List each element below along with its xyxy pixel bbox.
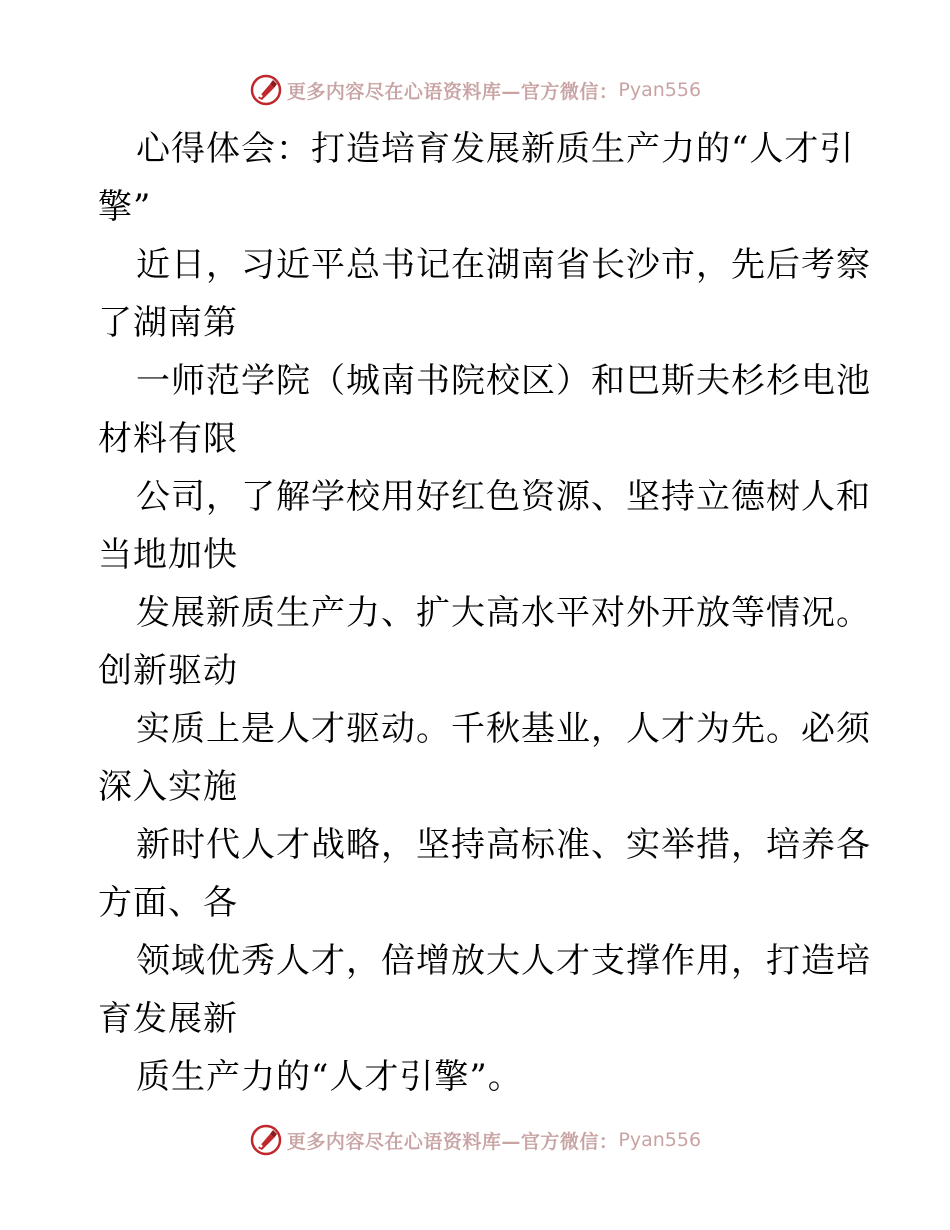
footer-watermark xyxy=(0,1120,950,1160)
paragraph-line: 质生产力的“人才引擎”。 xyxy=(136,1057,523,1097)
watermark-id: Pyan556 xyxy=(618,1129,702,1151)
watermark-text: 更多内容尽在心语资料库—官方微信： xyxy=(286,1130,619,1153)
paragraph-line: 深入实施 xyxy=(98,767,238,807)
document-title-line: 擎” xyxy=(98,187,152,227)
paragraph-line: 方面、各 xyxy=(98,883,238,923)
watermark-text: 更多内容尽在心语资料库—官方微信： xyxy=(286,80,619,103)
document-title-line: 心得体会：打造培育发展新质生产力的“人才引 xyxy=(136,129,855,169)
watermark-id: Pyan556 xyxy=(618,79,702,101)
paragraph-line: 公司，了解学校用好红色资源、坚持立德树人和 xyxy=(136,477,871,517)
document-body xyxy=(98,120,871,1106)
paragraph-line: 当地加快 xyxy=(98,535,238,575)
paragraph-line: 一师范学院（城南书院校区）和巴斯夫杉杉电池 xyxy=(136,361,871,401)
paragraph-line: 创新驱动 xyxy=(98,651,238,691)
paragraph-line: 材料有限 xyxy=(98,419,238,459)
paragraph-line: 实质上是人才驱动。千秋基业，人才为先。必须 xyxy=(136,709,871,749)
paragraph-line: 育发展新 xyxy=(98,999,238,1039)
paragraph-line: 新时代人才战略，坚持高标准、实举措，培养各 xyxy=(136,825,871,865)
pen-nib-logo-icon xyxy=(249,73,283,107)
paragraph-line: 发展新质生产力、扩大高水平对外开放等情况。 xyxy=(136,593,871,633)
pen-nib-logo-icon xyxy=(249,1123,283,1157)
paragraph-line: 了湖南第 xyxy=(98,303,238,343)
header-watermark xyxy=(0,70,950,110)
paragraph-line: 领域优秀人才，倍增放大人才支撑作用，打造培 xyxy=(136,941,871,981)
paragraph-line: 近日，习近平总书记在湖南省长沙市，先后考察 xyxy=(136,245,871,285)
